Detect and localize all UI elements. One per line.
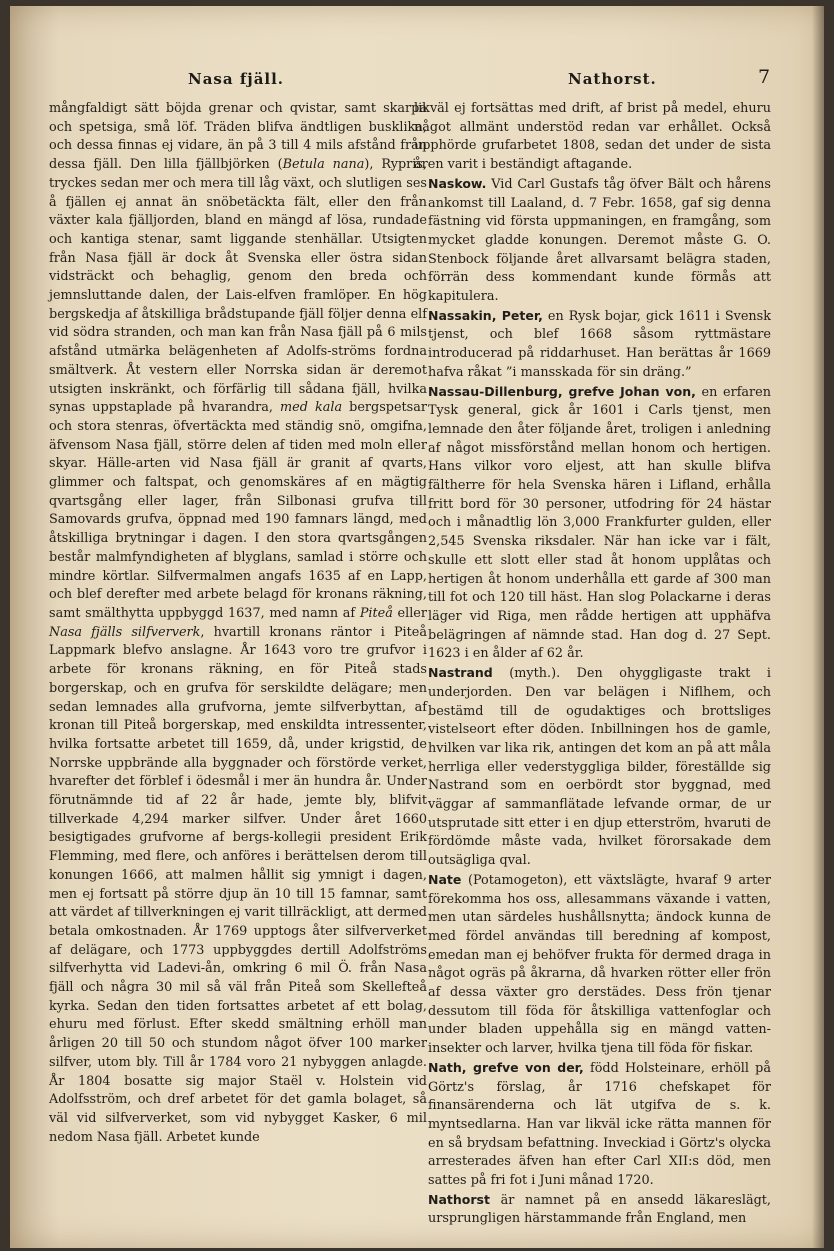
entry-body: en erfaren Tysk general, gick år 1601 i Carls tjenst, men lemnade den åter följande året, troligen i anledning af något missförstånd mellan honom och hertigen. Hans vilkor voro eljest, att han skulle blifva fältherre för hela Svenska hären i Lifland, erhålla fritt bord för 30 personer, utfodring för 24 hästar och i månadtlig lön 3,000 Frankfurter gulden, eller 2,545 Svenska riksdaler. När han icke var i fält, skulle ett slott eller stad åt honom upplåtas och hertigen åt honom underhålla ett garde af 300 man till fot och 120 till häst. Han slog Polackarne i deras läger vid Riga, men rådde hertigen att upphäfva belägringen af nämnde stad. Han dog d. 27 Sept. 1623 i en ålder af 62 år. (428, 384, 771, 662)
text-run: eller (392, 605, 427, 621)
italic-run: Betula nana (282, 157, 365, 173)
left-column-text (49, 100, 427, 1147)
running-header (88, 66, 778, 94)
entry-body: (Potamogeton), ett växtslägte, hvaraf 9 arter förekomma hos oss, allesammans växande i vatten, men utan särdeles hushållsnytta; ändock kunna de med fördel användas till beredning af kompost, emedan man ej behöfver frukta för dermed draga in något ogräs på åkrarna, då hvarken rötter eller frön af dessa växter gro derstädes. Dess frön tjenar dessutom till föda för åtskilliga vattenfoglar och under bladen uppehålla sig en mängd vatten-insekter och larver, hvilka tjena till föda för fiskar. (428, 872, 771, 1057)
entry-nate (414, 871, 771, 1059)
entry-body: född Holsteinare, erhöll på Görtz's förslag, år 1716 chefskapet för finansärenderna och lät utgifva de s. k. myntsedlarna. Han var likväl icke rätta mannen för en så brydsam befattning. Inveckiad i Görtz's olycka arresterades äfven han efter Carl XII:s död, men sattes på fri fot i Juni månad 1720. (428, 1060, 771, 1189)
entry-headword: Nastrand (428, 665, 493, 681)
right-column (414, 100, 771, 1229)
entry-nassau-dillenburg (414, 383, 771, 665)
italic-run: Nasa fjälls silfververk (49, 624, 201, 640)
header-right-title: Nathorst. (568, 70, 657, 88)
entry-headword: Nassakin, Peter, (428, 307, 543, 323)
entry-nathorst (414, 1191, 771, 1229)
text-run: mångfaldigt sätt böjda grenar och qvistar, samt skarpa och spetsiga, små löf. Träden blifva ändtligen busklika, och dessa finnas ej vidare, än på 3 till 4 mils afstånd från dessa fjäll. Den lilla fjällbjörken ( (49, 101, 427, 173)
italic-run: Piteå (359, 605, 393, 621)
book-page (10, 6, 824, 1248)
entry-headword: Nassau-Dillenburg, grefve Johan von, (428, 383, 696, 399)
entry-body: en Rysk bojar, gick 1611 i Svensk tjenst, och blef 1668 såsom ryttmästare introducerad på riddarhuset. Han berättas år 1669 hafva råkat ”i mansskada för sin dräng.” (428, 308, 771, 380)
header-left-title: Nasa fjäll. (188, 70, 285, 88)
entry-headword: Nathorst (428, 1191, 490, 1207)
entry-headword: Nath, grefve von der, (428, 1059, 584, 1075)
entry-body: Vid Carl Gustafs tåg öfver Bält och hårens ankomst till Laaland, d. 7 Febr. 1658, gaf sig denna fästning vid första uppmaningen, en framgång, som mycket gladde konungen. Deremot måste G. O. Stenbock följande året allvarsamt belägra staden, förrän dess kommendant kunde förmås att kapitulera. (428, 176, 771, 305)
page-number: 7 (758, 66, 772, 88)
entry-body: (myth.). Den ohyggligaste trakt i underjorden. Den var belägen i Niflhem, och bestämd till de ogudaktiges och brottsliges vistelseort efter döden. Inbillningen hos de gamle, hvilken var lika rik, antingen det kom an på att måla herrliga eller vederstyggliga bilder, föreställde sig Nastrand som en oerbördt stor byggnad, med väggar af sammanflätade lefvande ormar, de ur utsprutade sitt etter i en djup etterström, hvaruti de fördömde måste vada, hvilket förorsakade dem outsägliga qval. (428, 666, 771, 869)
text-run: ), Rypris, tryckes sedan mer och mera till låg växt, och slutligen ses å fjällen ej annat än snöbetäckta fält, eller den från växter kala fjälljorden, bland en mängd af lösa, rundade och kantiga stenar, samt liggande stenhällar. Utsigten från Nasa fjäll är dock åt Svenska eller östra sidan vidsträckt och behaglig, genom den breda och jemnsluttande dalen, der Lais-elfven framlöper. En hög bergskedja af åtskilliga brådstupande fjäll följer denna elf vid södra stranden, och man kan från Nasa fjäll på 6 mils afstånd utmärka belägenheten af Adolfs-ströms fordna smältverk. Åt vestern eller Norrska sidan är deremot utsigten inskränkt, och förfärlig till sådana fjäll, hvilka synas uppstaplade på hvarandra, (49, 157, 427, 416)
text-run: bergspetsar och stora stenras, öfvertäckta med ständig snö, omgifna, äfvensom Nasa fjäll, större delen af tiden med moln eller skyar. Hälle-arten vid Nasa fjäll är granit af qvarts, glimmer och faltspat, och genomskäres af en mägtig qvartsgång eller lager, från Silbonasi grufva till Samovards grufva, öppnad med 190 famnars längd, med åtskilliga brytningar i dagen. I den stora qvartsgången består malmfyndigheten af blyglans, samlad i större och mindre körtlar. Silfvermalmen angafs 1635 af en Lapp, och blef derefter med arbete belagd för kronans räkning, samt smälthytta uppbyggd 1637, med namn af (49, 400, 427, 621)
left-column (49, 100, 427, 1147)
entry-nassakin (414, 307, 771, 383)
page-spine-shadow (812, 6, 824, 1248)
entry-nastrand (414, 664, 771, 871)
text-run: , hvartill kronans räntor i Piteå Lappmark blefvo anslagne. År 1643 voro tre grufvor i arbete för kronans räkning, en för Piteå stads borgerskap, och en grufva för serskildte delägare; men sedan lemnades alla grufvorna, jemte silfverbyttan, af kronan till Piteå borgerskap, med enskildta intressenter, hvilka fortsatte arbetet till 1659, då, under krigstid, de Norrske uppbrände alla byggnader och förstörde verket, hvarefter det förblef i ödesmål i mer än hundra år. Under förutnämnde tid af 22 år hade, jemte bly, blifvit tillverkade 4,294 marker silfver. Under året 1660 besigtigades grufvorne af bergs-kollegii president Erik Flemming, med flere, och anföres i berättelsen derom till konungen 1666, att malmen hållit sig ymnigt i dagen, men ej fortsatt på större djup än 10 till 15 famnar, samt att värdet af tillverkningen ej varit tillräckligt, att dermed betala omkostnaden. År 1769 upptogs åter silfververket af delägare, och 1773 uppbyggdes dertill Adolfströms silfverhytta vid Ladevi-ån, omkring 6 mil Ö. från Nasa fjäll och några 30 mil så väl från Piteå som Skellefteå kyrka. Sedan den tiden fortsattes arbetet af ett bolag, ehuru med förlust. Efter skedd smältning erhöll man årligen 20 till 50 och stundom något öfver 100 marker silfver, utom bly. Till år 1784 voro 21 nybyggen anlagde. År 1804 bosatte sig major Staël v. Holstein vid Adolfsström, och dref arbetet för det gamla bolaget, så väl vid silfververket, som vid nybygget Kasker, 6 mil nedom Nasa fjäll. Arbetet kunde (49, 624, 427, 1145)
entry-headword: Nate (428, 871, 462, 887)
entry-nath (414, 1059, 771, 1191)
entry-body: är namnet på en ansedd läkareslägt, ursprungligen härstammande från England, men (428, 1192, 771, 1227)
continuation-paragraph: likväl ej fortsättas med drift, af brist på medel, ehuru något allmänt understöd redan var erhållet. Också upphörde grufarbetet 1808, sedan det under de sista åren varit i beständigt aftagande. (414, 101, 771, 173)
italic-run: med kala (280, 400, 343, 416)
entry-headword: Naskow. (428, 175, 487, 191)
entry-naskow (414, 175, 771, 307)
